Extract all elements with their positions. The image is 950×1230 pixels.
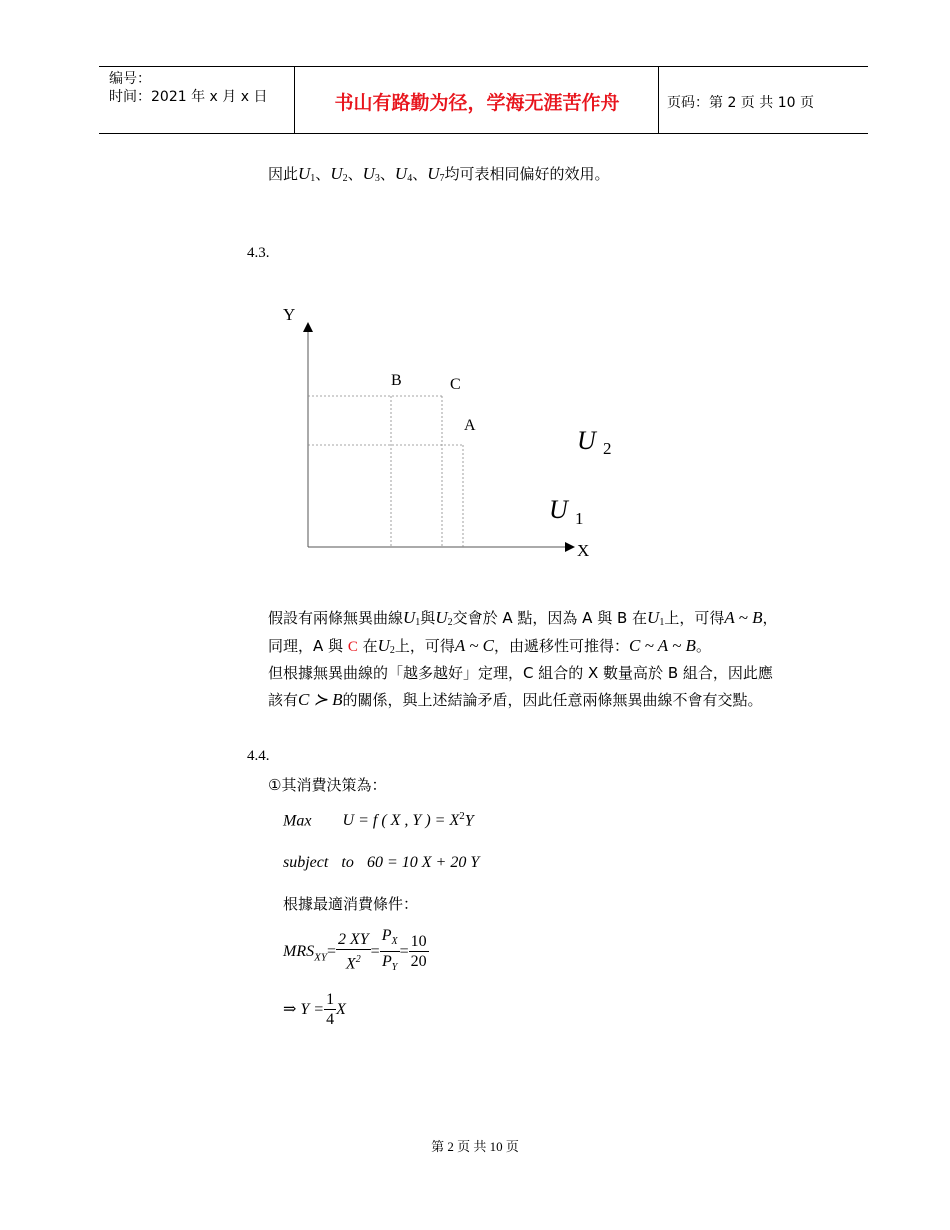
page-footer: 第 2 页 共 10 页 bbox=[431, 1139, 519, 1154]
curve-u2-subscript: 2 bbox=[603, 439, 612, 458]
subject-label: subject bbox=[283, 854, 329, 871]
curve-u1-subscript: 1 bbox=[575, 509, 584, 528]
guide-lines bbox=[308, 396, 463, 547]
intro-prefix: 因此 bbox=[268, 165, 299, 183]
constraint-line bbox=[283, 852, 479, 872]
curve-u1-label: U bbox=[549, 495, 568, 524]
to-label: to bbox=[341, 854, 354, 871]
mrs-label: MRS bbox=[283, 943, 315, 961]
mrs-equation: $MRS_{XY}=$ $\frac{2 XY}{X^2}$ = $\frac{P_X}{P_Y}$ = $\frac{10}{20}$ bbox=[283, 926, 429, 977]
header-page-code: 页码：第 2 页 共 10 页 bbox=[667, 95, 814, 111]
para-line-1: 假設有兩條無異曲線$U_1$與$U_2$交會於 A 點，因為 A 與 B 在$U_1$上，可得A ~ B， bbox=[268, 608, 778, 628]
highlight-c: C bbox=[347, 639, 358, 655]
curve-u2-label: U bbox=[577, 426, 596, 455]
fraction-price-ratio: $\frac{P_X}{P_Y}$ bbox=[381, 927, 398, 974]
fraction-price-values: $\frac{10}{20}$ bbox=[410, 933, 427, 971]
para-line-2: 同理，A 與 C 在$U_2$上，可得A ~ C，由遞移性可推得：C ~ A ~ B。 bbox=[268, 636, 711, 656]
y-axis-label: Y bbox=[283, 305, 296, 324]
x-axis-arrow bbox=[565, 542, 575, 552]
time-label: 时间：2021 年 x 月 x 日 bbox=[109, 89, 268, 105]
result-equation: ⇒ Y = $\frac{1}{4}$ X bbox=[283, 991, 346, 1028]
para-line-3: 但根據無異曲線的「越多越好」定理，C 組合的 X 數量高於 B 組合，因此應 bbox=[268, 664, 773, 682]
fraction-one-fourth: $\frac{1}{4}$ bbox=[326, 991, 335, 1028]
relation-c-pref-b: C ≻ B bbox=[298, 690, 343, 709]
budget-constraint: 60 = 10 X + 20 Y bbox=[366, 854, 480, 871]
step-1-label: ①其消費決策為： bbox=[268, 776, 387, 794]
x-axis-label: X bbox=[577, 541, 590, 560]
objective-line: Max U = f ( X , Y ) = $X^2Y$ bbox=[283, 810, 474, 830]
section-number-4-3: 4.3. bbox=[247, 245, 270, 261]
relation-c-a-b: C ~ A ~ B bbox=[629, 636, 696, 655]
section-number-4-4: 4.4. bbox=[247, 748, 270, 764]
para-line-4: 該有C ≻ B的關係，與上述結論矛盾，因此任意兩條無異曲線不會有交點。 bbox=[268, 690, 763, 709]
relation-a-b: A ~ B bbox=[724, 608, 763, 627]
relation-a-c: A ~ C bbox=[454, 636, 495, 655]
point-a-label: A bbox=[464, 417, 476, 434]
point-c-label: C bbox=[450, 376, 461, 393]
result-prefix: ⇒ Y = bbox=[283, 1001, 325, 1018]
serial-label: 编号： bbox=[109, 71, 151, 87]
condition-label: 根據最適消費條件： bbox=[283, 895, 419, 913]
intro-suffix: 均可表相同偏好的效用。 bbox=[444, 165, 610, 183]
fraction-mu-ratio: $\frac{2 XY}{X^2}$ bbox=[337, 931, 369, 973]
max-label: Max bbox=[283, 812, 312, 830]
objective-function: U = f ( X , Y ) = X bbox=[342, 812, 460, 830]
intro-line: 因此$U_1$、$U_2$、$U_3$、$U_4$、$U_7$均可表相同偏好的效用。 bbox=[268, 164, 610, 184]
y-axis-arrow bbox=[303, 322, 313, 332]
point-b-label: B bbox=[391, 372, 402, 389]
header-motto: 书山有路勤为径，学海无涯苦作舟 bbox=[334, 92, 620, 114]
